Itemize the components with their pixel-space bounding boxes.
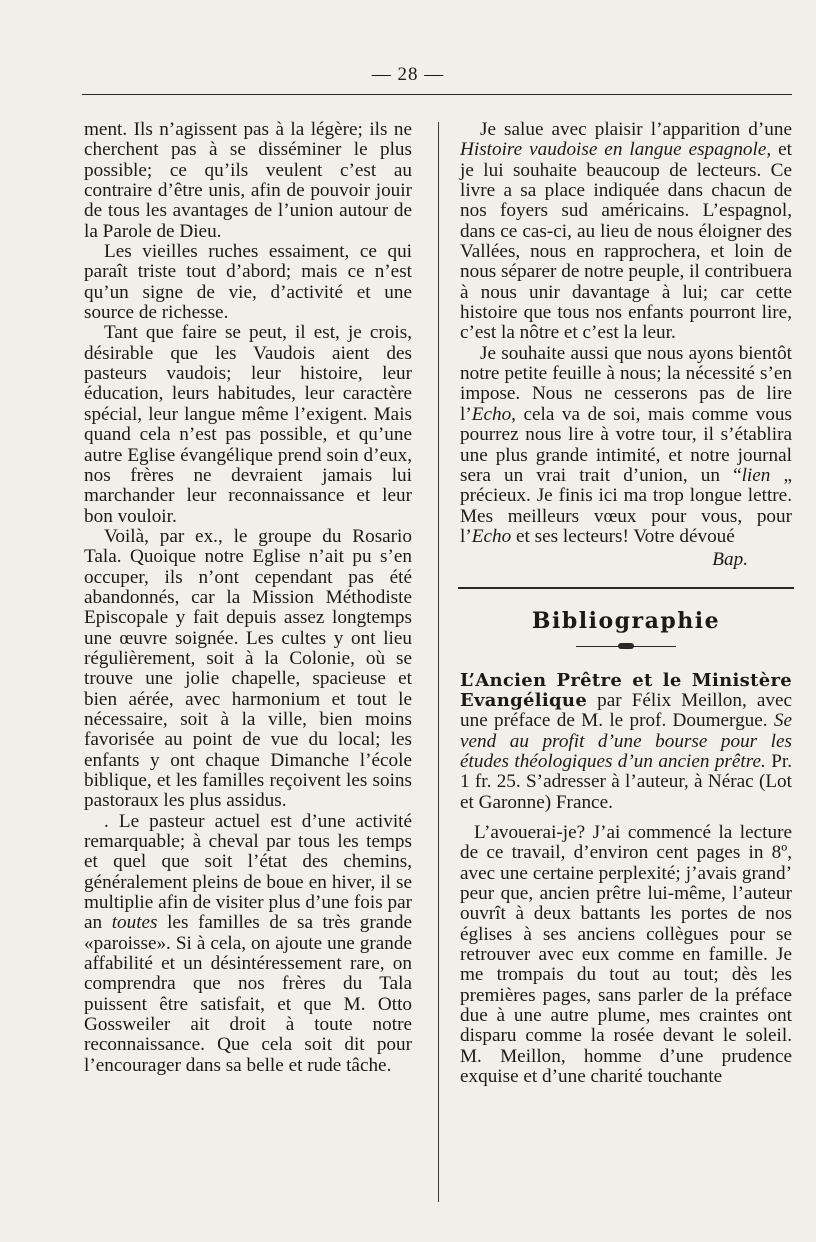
text-segment: „ précieux. Je finis ici ma trop longue lettre. Mes meilleurs vœux pour vous, pour l’ xyxy=(460,464,793,547)
ornament-divider xyxy=(566,641,686,653)
journal-name-echo: Echo xyxy=(471,403,512,425)
text-segment: Je salue avec plaisir l’apparition d’une xyxy=(480,119,792,140)
paragraph-vaudois-pastors: Tant que faire se peut, il est, je crois, désirable que les Vaudois aient des pasteurs vaudois; leur histoire, leur éducation, leurs habitudes, leur caractère spécial, leur langue même l’exigent. Mais quand cela n’est pas possible, et qu’une autre Eglise évangélique prend soin d’eux, nos frères ne devraient jamais lui marchander leur reconnaissance et leur bon vouloir. xyxy=(84,322,412,527)
header-rule xyxy=(82,94,792,95)
left-column xyxy=(84,120,412,1076)
paragraph-old-hives: Les vieilles ruches essaiment, ce qui paraît triste tout d’abord; mais ce n’est qu’un signe de vie, d’activité et une source de richesse. xyxy=(84,241,412,324)
text-segment: et ses lecteurs! Votre dévoué xyxy=(515,525,735,547)
right-column xyxy=(460,120,792,1087)
book-meta: par Félix Meillon, avec une préface de M. le prof. Doumergue. xyxy=(460,689,793,732)
paragraph-histoire-vaudoise xyxy=(460,120,792,344)
book-entry xyxy=(460,671,792,1088)
text-segment: et je lui souhaite beaucoup de lecteurs. Ce livre a sa place indiquée dans chacun de nos foyers sud américains. L’espagnol, dans ce cas-ci, au lieu de nous éloigner des Vallées, nous en rapprochera, et loin de nous séparer de notre peuple, il contribuera à nous unir davantage à lui; car cette histoire que tous nos enfants pourront lire, c’est la nôtre et c’est la leur. xyxy=(460,139,792,344)
text-segment: les familles de sa très grande «paroisse». Si à cela, on ajoute une grande affabilité et un désintéressement rare, on comprendra que nos frères du Tala puissent être satisfait, et que M. Otto Gossweiler ait droit à toute notre reconnaissance. Que cela soit dit pour l’encourager dans sa belle et rude tâche. xyxy=(84,912,413,1076)
paragraph-current-pastor xyxy=(84,812,412,1076)
ornament-dot xyxy=(618,643,634,649)
signature: Bap. xyxy=(712,549,748,571)
section-rule xyxy=(458,587,794,589)
paragraph-petite-feuille xyxy=(460,344,792,547)
book-title: L’Ancien Prêtre et le Ministère Evangélique xyxy=(460,669,792,711)
book-heading xyxy=(460,671,792,813)
emphasis-toutes: toutes xyxy=(111,912,158,934)
text-segment: Je souhaite aussi que nous ayons bientôt notre petite feuille à nous; la nécessité s’en impose. Nous ne cesserons pas de lire l’ xyxy=(460,342,792,425)
section-title: Bibliographie xyxy=(531,607,721,634)
page-number: — 28 — xyxy=(371,64,445,85)
paragraph-review: L’avouerai-je? J’ai commencé la lecture de ce travail, d’environ cent pages in 8º, avec une certaine perplexité; j’avais grand’ peur que, ancien prêtre lui-même, l’auteur ouvrît à deux battants les portes de nos églises à ses anciens collègues pour se retrouver avec eux comme en famille. Je me trompais du tout au tout; dès les premières pages, sans parler de la préface due à une autre plume, mes craintes ont disparu comme la rosée devant le soleil. M. Meillon, homme d’une prudence exquise et d’une charité touchante xyxy=(460,821,792,1088)
book-sale-note: Se vend au profit d’une bourse pour les études théologiques d’un ancien prêtre. xyxy=(460,710,793,772)
text-segment: , cela va de soi, mais comme vous pourrez nous lire à votre tour, il s’établira une plus grande intimité, et notre journal sera un vrai trait d’union, un “ xyxy=(460,403,792,486)
text-segment: . Le pasteur actuel est d’une activité remarquable; à cheval par tous les temps et quel que soit l’état des chemins, généralement pleins de boue en hiver, il se multiplie afin de visiter plus d’une fois par an xyxy=(84,810,412,934)
paragraph-continuation: ment. Ils n’agissent pas à la légère; ils ne cherchent pas à se disséminer le plus possible; ce qu’ils veulent c’est au contraire d’être unis, afin de pouvoir jouir de tous les avantages de l’union autour de la Parole de Dieu. xyxy=(84,119,412,242)
book-title-italic: Histoire vaudoise en langue espagnole, xyxy=(460,139,772,161)
paragraph-rosario-tala: Voilà, par ex., le groupe du Rosario Tala. Quoique notre Eglise n’ait pu s’en occuper, ils n’ont cependant pas été abandonnés, car la Mission Méthodiste Episcopale y fait depuis assez longtemps une œuvre soignée. Les cultes y ont lieu régulièrement, soit à la Colonie, où se trouve une jolie chapelle, spacieuse et bien aérée, avec harmonium et tout le nécessaire, soit à la ville, bien moins favorisée au point de vue du local; les enfants y ont chaque Dimanche l’école biblique, et les familles reçoivent les soins pastoraux les plus assidus. xyxy=(84,525,412,812)
book-price: Pr. 1 fr. 25. S’adresser à l’auteur, à Nérac (Lot et Garonne) France. xyxy=(460,750,793,813)
column-divider xyxy=(438,122,439,1202)
emphasis-lien: lien xyxy=(741,464,771,486)
journal-name-echo: Echo xyxy=(471,525,512,547)
